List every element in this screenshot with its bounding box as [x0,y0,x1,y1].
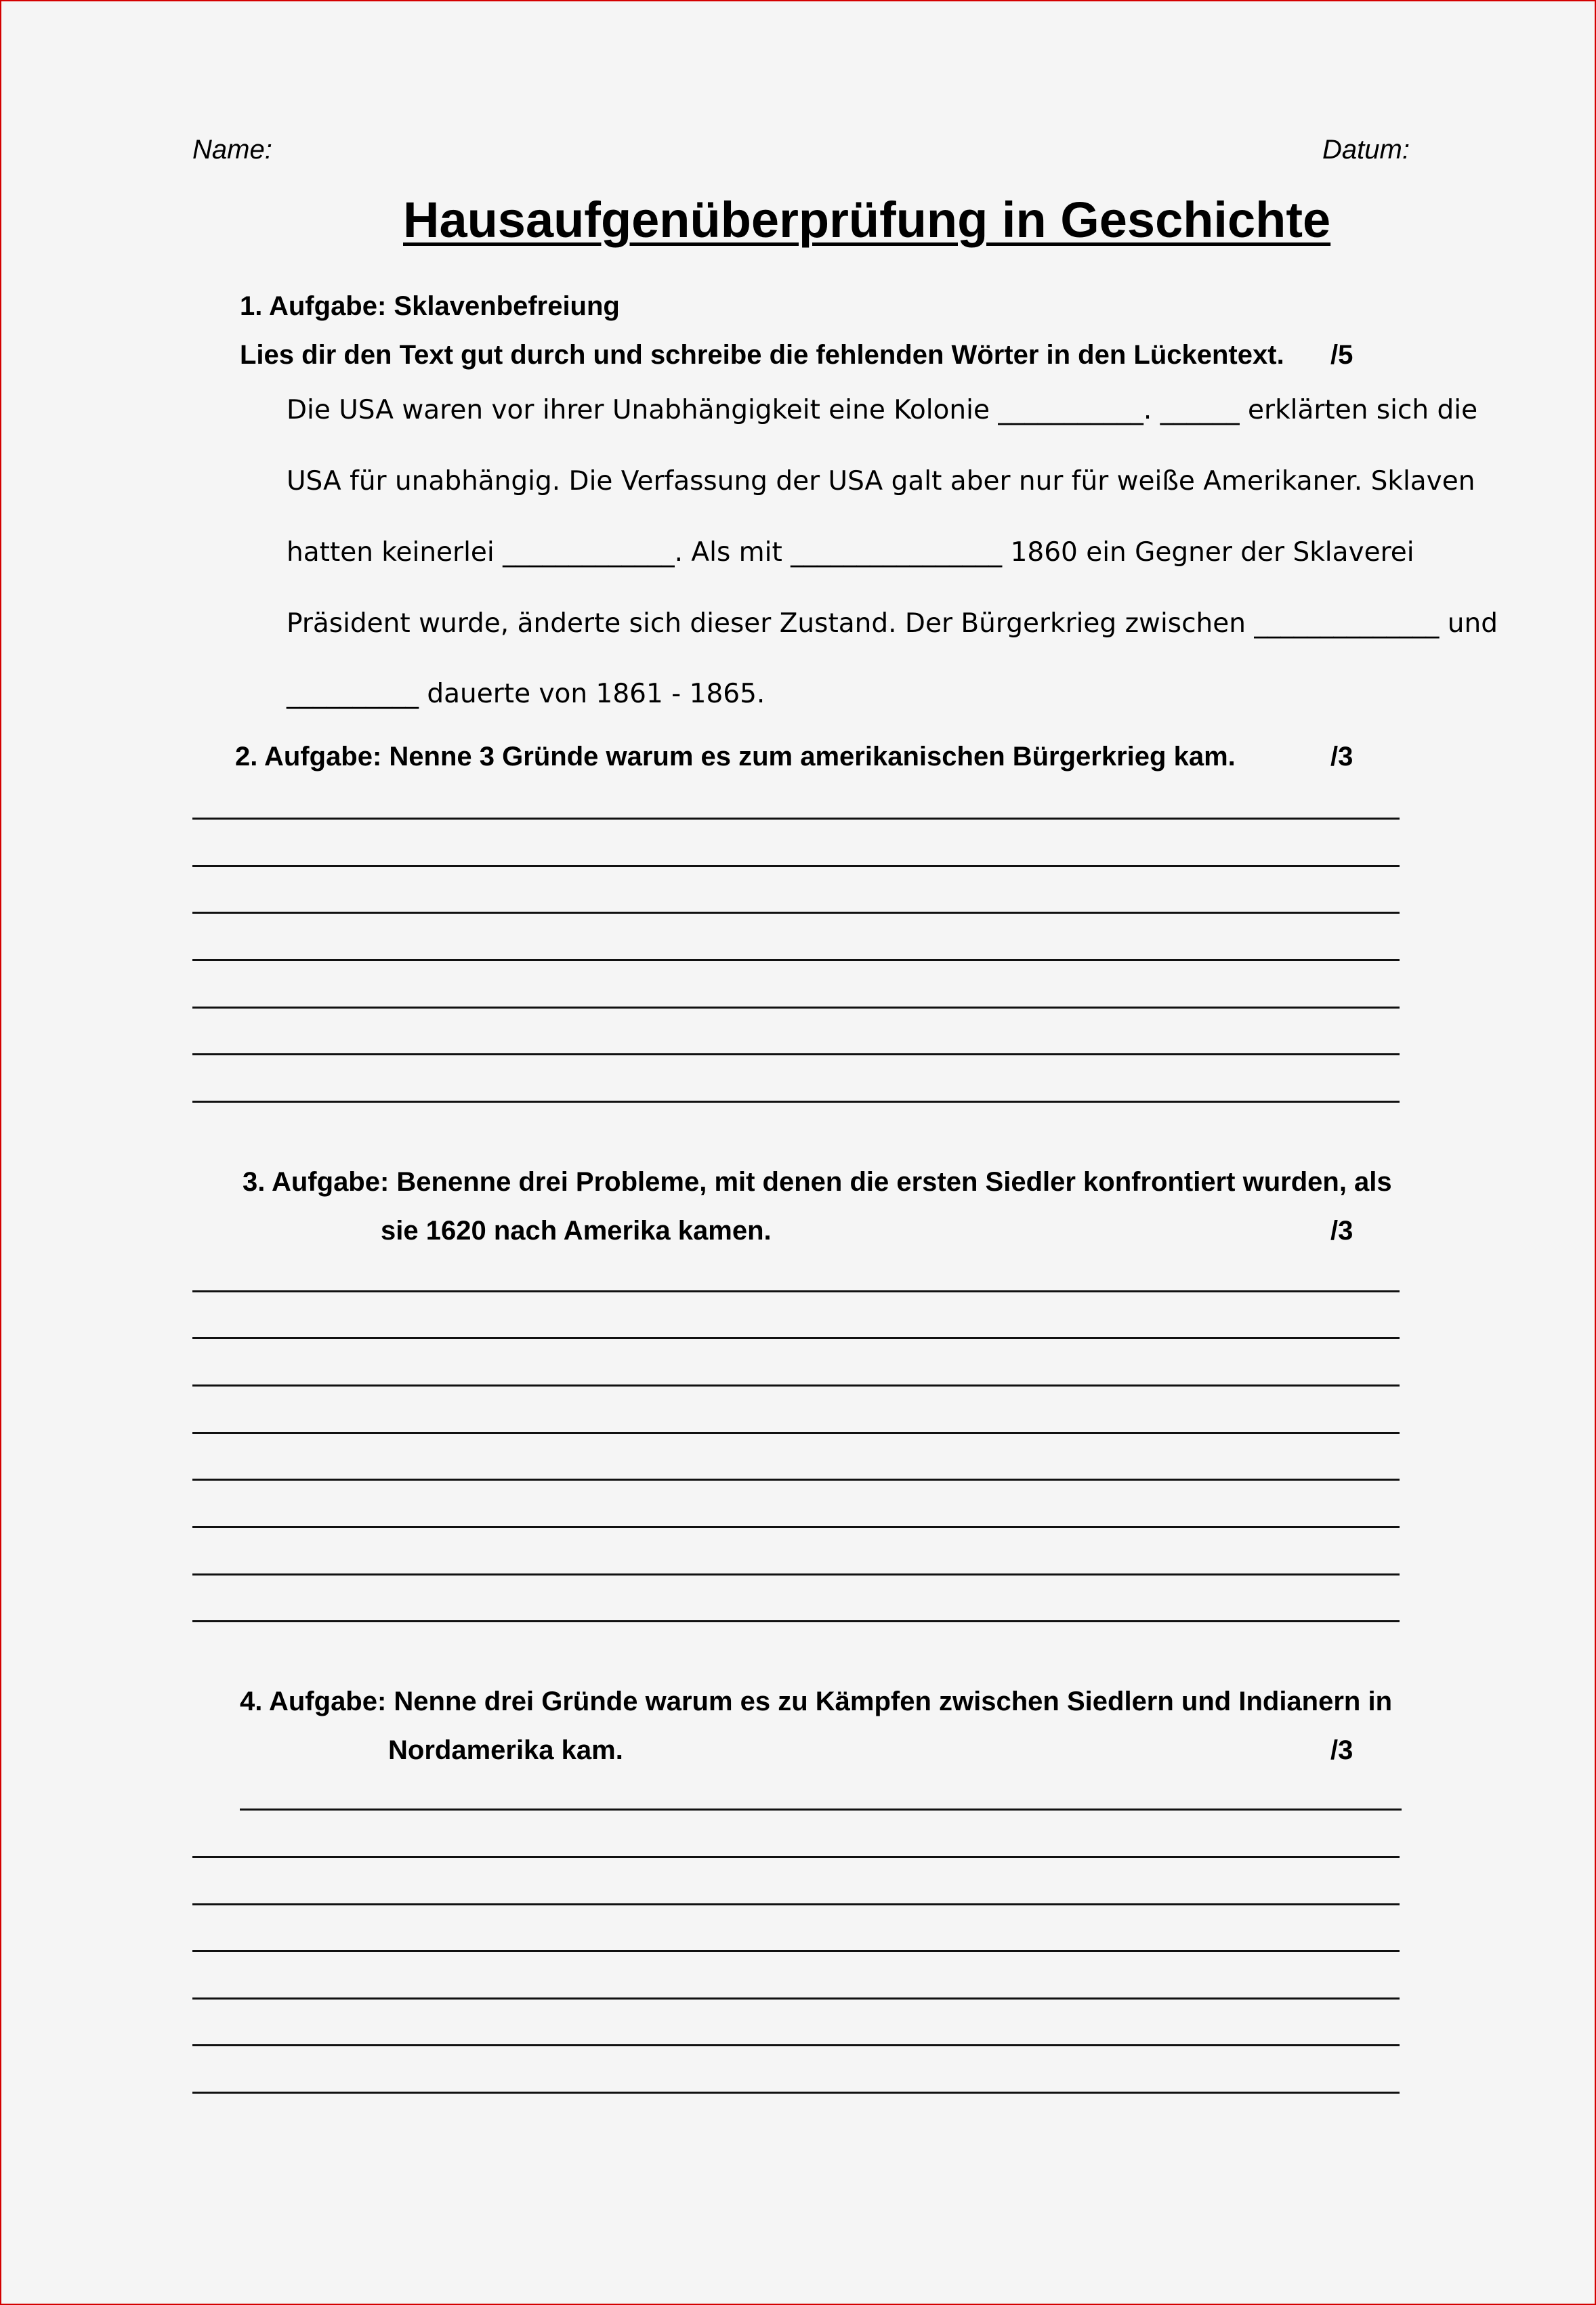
answer-line[interactable] [240,1809,1402,1811]
answer-line[interactable] [192,1620,1400,1622]
task1-heading: 1. Aufgabe: Sklavenbefreiung [240,291,620,321]
task3-heading: 3. Aufgabe: Benenne drei Probleme, mit denen die ersten Siedler konfrontiert wurden, als [243,1167,1392,1197]
answer-line[interactable] [192,1950,1400,1952]
task4-heading: 4. Aufgabe: Nenne drei Gründe warum es zu Kämpfen zwischen Siedlern und Indianern in [240,1687,1393,1716]
answer-line[interactable] [192,2044,1400,2046]
answer-line[interactable] [192,1101,1400,1103]
answer-line[interactable] [192,1384,1400,1387]
cloze-line-3: hatten keinerlei _____________. Als mit ________________ 1860 ein Gegner der Sklaverei [287,537,1414,568]
answer-line[interactable] [192,959,1400,961]
task1-instruction: Lies dir den Text gut durch und schreibe die fehlenden Wörter in den Lückentext. [240,340,1284,370]
cloze-line-2: USA für unabhängig. Die Verfassung der USA galt aber nur für weiße Amerikaner. Sklaven [287,466,1475,496]
answer-line[interactable] [192,865,1400,867]
answer-line[interactable] [192,1479,1400,1481]
answer-line[interactable] [192,2092,1400,2094]
task2-points: /3 [1330,742,1353,771]
task4-points: /3 [1330,1735,1353,1765]
task1-points: /5 [1330,340,1353,370]
name-label: Name: [192,135,272,165]
task3-points: /3 [1330,1216,1353,1246]
answer-line[interactable] [192,1573,1400,1576]
answer-line[interactable] [192,1290,1400,1292]
answer-line[interactable] [192,1526,1400,1528]
task4-heading-cont: Nordamerika kam. [388,1735,623,1765]
answer-line[interactable] [192,1903,1400,1905]
answer-line[interactable] [192,1053,1400,1055]
answer-line[interactable] [192,1856,1400,1858]
cloze-line-5: __________ dauerte von 1861 - 1865. [287,679,765,709]
cloze-line-1: Die USA waren vor ihrer Unabhängigkeit eine Kolonie ___________. ______ erklärten sich die [287,395,1478,425]
answer-line[interactable] [192,818,1400,820]
task2-heading: 2. Aufgabe: Nenne 3 Gründe warum es zum amerikanischen Bürgerkrieg kam. [235,742,1236,771]
answer-line[interactable] [192,1337,1400,1339]
cloze-line-4: Präsident wurde, änderte sich dieser Zustand. Der Bürgerkrieg zwischen ______________ und [287,608,1498,639]
answer-line[interactable] [192,1432,1400,1434]
answer-line[interactable] [192,912,1400,914]
page-title: Hausaufgenüberprüfung in Geschichte [403,192,1331,248]
answer-line[interactable] [192,1997,1400,2000]
date-label: Datum: [1322,135,1410,165]
task3-heading-cont: sie 1620 nach Amerika kamen. [381,1216,772,1246]
answer-line[interactable] [192,1007,1400,1009]
